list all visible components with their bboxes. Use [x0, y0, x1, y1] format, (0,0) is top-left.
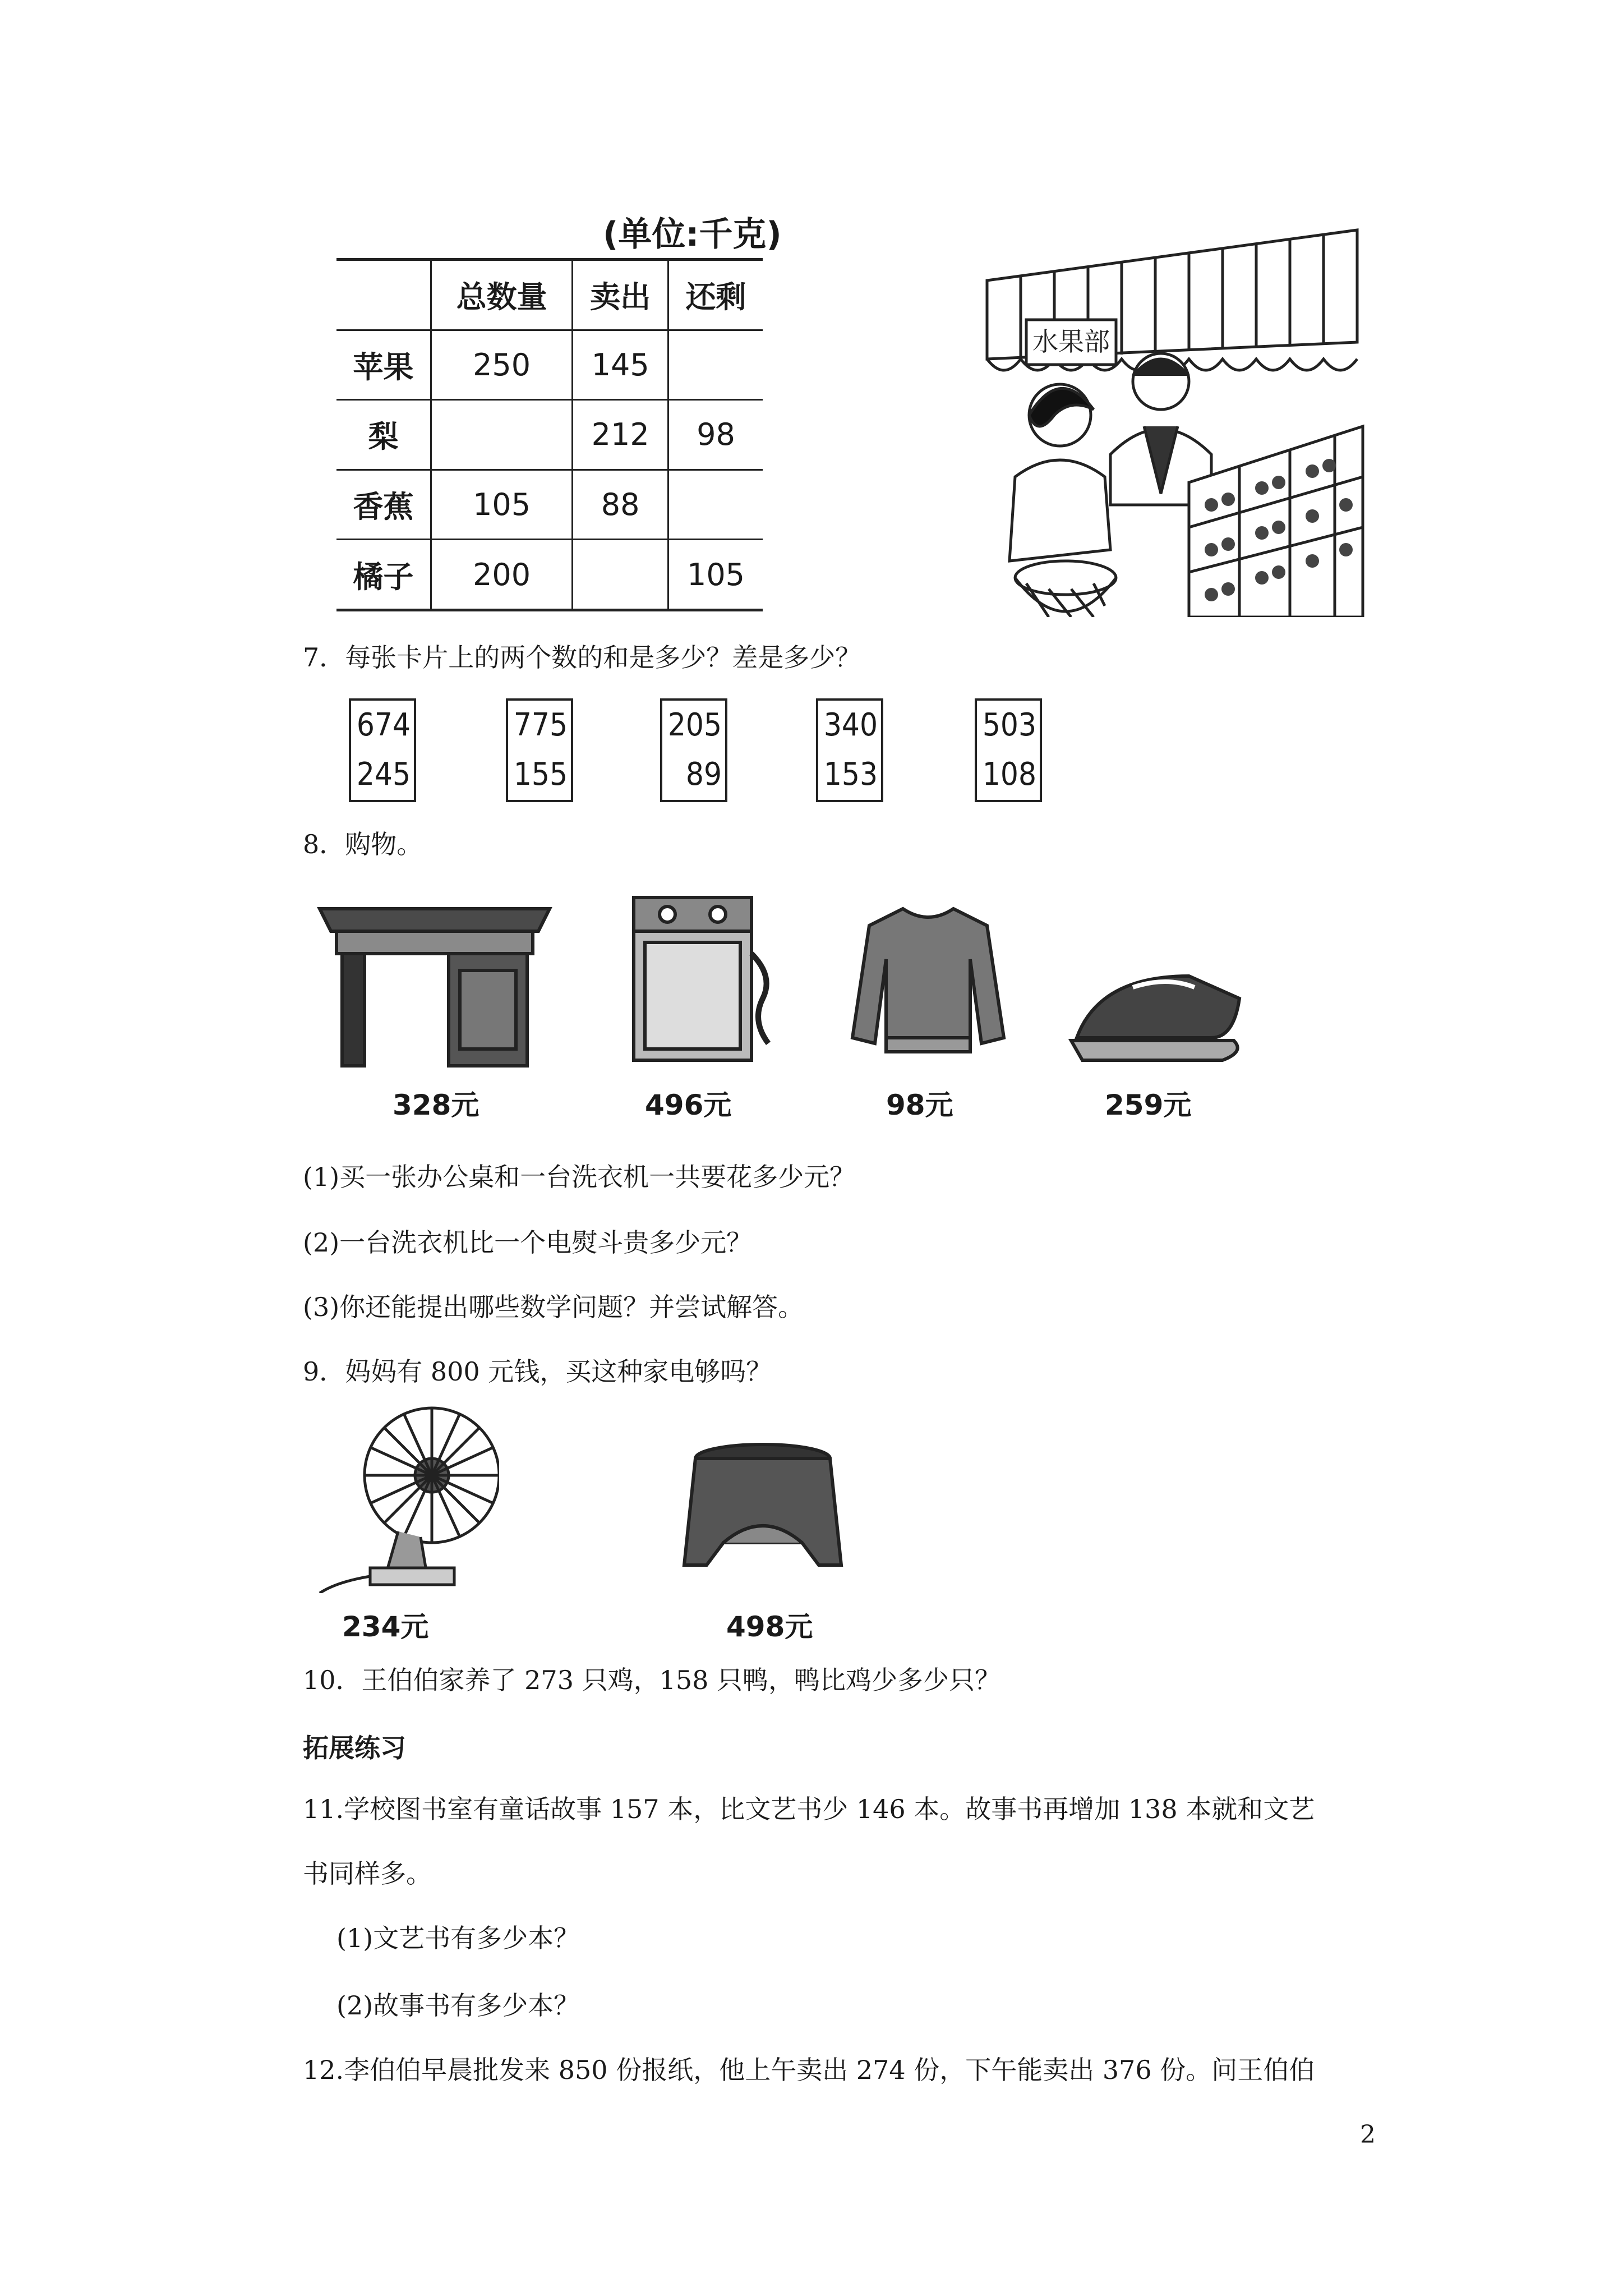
- iron-icon: [1066, 954, 1251, 1066]
- card-bottom-number: 153: [823, 756, 878, 793]
- table-cell: 212: [573, 400, 668, 470]
- card-top-number: 205: [667, 707, 722, 743]
- card-top-number: 340: [823, 707, 878, 743]
- price-label: 328元: [393, 1089, 479, 1121]
- question-8-part-2: (2)一台洗衣机比一个电熨斗贵多少元？: [303, 1227, 753, 1258]
- table-cell: 105: [668, 540, 763, 610]
- price-label: 259元: [1105, 1089, 1192, 1121]
- table-row: [336, 400, 763, 470]
- table-row-label: 香蕉: [336, 470, 431, 539]
- table-cell: 88: [573, 470, 668, 539]
- number-card: [506, 698, 573, 802]
- table-cell: [431, 400, 572, 470]
- card-bottom-number: 155: [513, 756, 568, 793]
- table-row: [336, 330, 763, 399]
- number-card: [816, 698, 883, 802]
- fruit-shop-illustration: [976, 213, 1368, 617]
- washing-machine-icon: [623, 886, 780, 1071]
- table-row-label: 苹果: [336, 330, 431, 399]
- table-header-cell: 卖出: [573, 260, 668, 330]
- question-8-part-3: (3)你还能提出哪些数学问题？并尝试解答。: [303, 1292, 804, 1322]
- table-cell: [668, 330, 763, 399]
- card-top-number: 503: [982, 707, 1036, 743]
- heater-icon: [673, 1436, 852, 1582]
- section-heading: 拓展练习: [303, 1733, 406, 1763]
- fruit-table: [336, 258, 763, 611]
- price-label: 98元: [886, 1089, 953, 1121]
- table-row: [336, 540, 763, 610]
- question-10: 10．王伯伯家养了 273 只鸡，158 只鸭，鸭比鸡少多少只？: [303, 1665, 1000, 1695]
- table-cell: 145: [573, 330, 668, 399]
- table-row-label: 橘子: [336, 540, 431, 610]
- question-11-continued: 书同样多。: [303, 1858, 432, 1889]
- table-header-cell: 还剩: [668, 260, 763, 330]
- desk-icon: [314, 892, 555, 1071]
- question-7: 7．每张卡片上的两个数的和是多少？差是多少？: [303, 642, 861, 673]
- card-bottom-number: 108: [982, 756, 1036, 793]
- question-8: 8．购物。: [303, 829, 423, 859]
- shop-sign: 水果部: [1032, 326, 1110, 357]
- table-cell: 98: [668, 400, 763, 470]
- sweater-icon: [836, 898, 1021, 1066]
- electric-fan-icon: [314, 1402, 499, 1593]
- table-header-cell: [336, 260, 431, 330]
- question-11-part-2: (2)故事书有多少本？: [336, 1990, 580, 2021]
- price-label: 234元: [342, 1611, 429, 1643]
- question-9: 9．妈妈有 800 元钱，买这种家电够吗？: [303, 1356, 772, 1387]
- number-card: [349, 698, 416, 802]
- price-label: 496元: [645, 1089, 732, 1121]
- card-bottom-number: 245: [356, 756, 411, 793]
- page-number: 2: [1360, 2120, 1376, 2149]
- question-11: 11.学校图书室有童话故事 157 本，比文艺书少 146 本。故事书再增加 138 本就和文艺: [303, 1794, 1315, 1824]
- card-top-number: 674: [356, 707, 411, 743]
- table-cell: 105: [431, 470, 572, 539]
- table-cell: [573, 540, 668, 610]
- table-header-cell: 总数量: [431, 260, 572, 330]
- number-card: [660, 698, 727, 802]
- question-12: 12.李伯伯早晨批发来 850 份报纸，他上午卖出 274 份，下午能卖出 376 份。问王伯伯: [303, 2055, 1315, 2085]
- question-11-part-1: (1)文艺书有多少本？: [336, 1923, 580, 1953]
- card-bottom-number: 89: [685, 756, 722, 793]
- table-row: [336, 470, 763, 539]
- table-cell: 200: [431, 540, 572, 610]
- table-cell: [668, 470, 763, 539]
- table-cell: 250: [431, 330, 572, 399]
- number-card: [975, 698, 1042, 802]
- question-8-part-1: (1)买一张办公桌和一台洗衣机一共要花多少元？: [303, 1162, 856, 1192]
- table-unit: (单位:千克): [603, 215, 782, 254]
- price-label: 498元: [726, 1611, 813, 1643]
- card-top-number: 775: [513, 707, 568, 743]
- table-row-label: 梨: [336, 400, 431, 470]
